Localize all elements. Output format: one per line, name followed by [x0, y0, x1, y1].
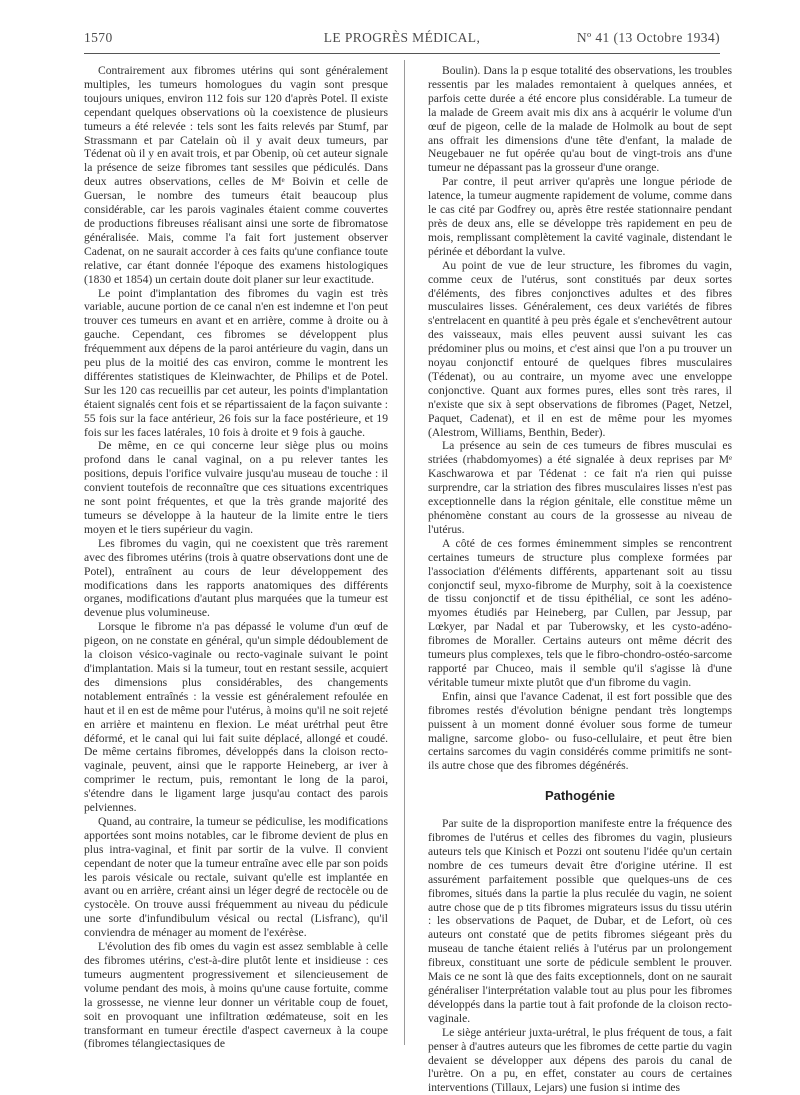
- running-header: [84, 30, 720, 50]
- paragraph: Le point d'implantation des fibromes du vagin est très variable, aucune portion de ce canal n'en est indemne et l'on peut trouver ces tumeurs en avant et en arrière, comme à droite ou à gauche. Cependant, ces fibromes se développent plus fréquemment aux dépens de la paroi antérieure du vagin, dans un peu plus de la moitié des cas environ, comme le montrent les différentes statistiques de Kleinwachter, de Philips et de Potel. Sur les 120 cas recueillis par cet auteur, les points d'implantation étaient signalés cent fois et se répartissaient de la façon suivante : 55 fois sur la face antérieur, 26 fois sur la face postérieure, et 19 fois sur les faces latérales, 10 fois à droite et 9 fois à gauche.: [84, 286, 388, 439]
- page-number: 1570: [84, 30, 113, 45]
- paragraph: Quand, au contraire, la tumeur se pédiculise, les modifications apportées sont moins notables, car le fibrome devient de plus en plus intra-vaginal, et finit par sortir de la vulve. Il convient cependant de noter que la tumeur entraîne avec elle par son poids les parois vésicale ou rectale, suivant qu'elle est implantée en avant ou en arrière, créant ainsi un léger degré de rectocèle ou de cystocèle. On trouve aussi fréquemment au niveau du pédicule une sorte d'infundibulum vésical ou rectal (Lisfranc), qu'il conviendra de ménager au moment de l'exérèse.: [84, 814, 388, 940]
- paragraph: Les fibromes du vagin, qui ne coexistent que très rarement avec des fibromes utérins (trois à quatre observations dont une de Potel), entraînent au cours de leur développement des modifications dans les rapports anatomiques des différents organes, modifications d'autant plus marquées que la tumeur est devenue plus volumineuse.: [84, 536, 388, 620]
- issue-info: Nº 41 (13 Octobre 1934): [576, 30, 720, 45]
- right-column: [428, 64, 732, 1095]
- paragraph: Par suite de la disproportion manifeste entre la fréquence des fibromes de l'utérus et celles des fibromes du vagin, plusieurs auteurs tels que Kinisch et Pozzi ont soutenu l'idée qu'un certain nombre de ces tumeurs devait être d'origine utérine. Il est assurément parfaitement possible que quelques-uns de ces fibromes, situés dans la partie la plus reculée du vagin, ne soient autre chose que de p tits fibromes migrateurs issus du tissu utérin : les observations de Paquet, de Dubar, et de Lefort, où ces auteurs ont constaté que de petits fibromes siégeant près du museau de tanche étaient reliés à l'utérus par un prolongement fibreux, constituant une sorte de pédicule semblent le prouver. Mais ce ne sont là que des faits exceptionnels, dont on ne saurait généraliser l'interprétation valable tout au plus pour les fibromes développés dans la partie tout à fait profonde de la cloison recto-vaginale.: [428, 817, 732, 1025]
- paragraph: De même, en ce qui concerne leur siège plus ou moins profond dans le canal vaginal, on a pu relever tantes les positions, depuis l'orifice vulvaire jusqu'au museau de touche : il convient toutefois de reconnaître que ces situations excentriques ne sont point fréquentes, et que la très grande majorité des tumeurs se développe à la hauteur de la limite entre le tiers moyen et le tiers supérieur du vagin.: [84, 439, 388, 536]
- paragraph: L'évolution des fib omes du vagin est assez semblable à celle des fibromes utérins, c'est-à-dire plutôt lente et insidieuse : ces tumeurs augmentent progressivement et silencieusement de volume pendant des mois, à moins qu'une cause fortuite, comme la grossesse, ne vienne leur donner un véritable coup de fouet, soit en provoquant une infiltration œdémateuse, soit en les transformant en tumeur érectile d'aspect caverneux à la coupe (fibromes télangiectasiques de: [84, 940, 388, 1051]
- journal-title: LE PROGRÈS MÉDICAL,: [323, 30, 481, 45]
- paragraph: Le siège antérieur juxta-urétral, le plus fréquent de tous, a fait penser à d'autres auteurs que les fibromes de cette partie du vagin devaient se développer aux dépens des parois du canal de l'urètre. On a pu, en effet, constater au cours de certaines interventions (Tillaux, Lejars) une fusion si intime des: [428, 1025, 732, 1095]
- section-heading: Pathogénie: [544, 788, 616, 804]
- paragraph: Enfin, ainsi que l'avance Cadenat, il est fort possible que des fibromes restés d'évolution bénigne pendant très longtemps puissent à un moment donné évoluer sous forme de tumeur maligne, sarcome globo- ou fuso-cellulaire, et peut être bien certains sarcomes du vagin considérés comme primitifs ne sont-ils autre chose que des fibromes dégénérés.: [428, 689, 732, 773]
- left-column: [84, 64, 388, 1051]
- paragraph: La présence au sein de ces tumeurs de fibres musculai es striées (rhabdomyomes) a été signalée à deux reprises par Mᵉ Kaschwarowa et par Tédenat : ce fait n'a rien qui puisse surprendre, car la striation des fibres musculaires lisses n'est pas exceptionnelle dans la région génitale, elle constitue même un phénomène constant au cours de la grossesse au niveau de l'utérus.: [428, 439, 732, 536]
- paragraph: Par contre, il peut arriver qu'après une longue période de latence, la tumeur augmente rapidement de volume, comme dans le cas cité par Godfrey ou, après être restée stationnaire pendant près de deux ans, elle se développe très rapidement en peu de mois, remplissant complètement la cavité vaginale, distendant le périnée et débordant la vulve.: [428, 175, 732, 258]
- paragraph: Boulin). Dans la p esque totalité des observations, les troubles ressentis par les malades remontaient à quelques années, et parfois cette durée a été encore plus considérable. La tumeur de la malade de Greem avait mis dix ans à acquérir le volume d'un œuf de pigeon, celle de la malade de Holmolk au bout de sept ans offrait les dimensions d'une tête d'enfant, la malade de Neugebauer ne fut opérée qu'au bout de vingt-trois ans d'une tumeur ne dépassant pas la grosseur d'une orange.: [428, 64, 732, 175]
- paragraph: Au point de vue de leur structure, les fibromes du vagin, comme ceux de l'utérus, sont constitués par deux sortes d'éléments, des fibres conjonctives adultes et des fibres musculaires lisses. Généralement, ces deux variétés de fibres s'entrelacent en quantité à peu près égale et s'enchevêtrent autour des vaisseaux, mais elles peuvent aussi suivant les cas prédominer plus ou moins, et c'est ainsi que l'on a pu trouver un noyau conjonctif entouré de quelques fibres musculaires (Tédenat), ou au contraire, un myome avec une enveloppe conjonctive. Quant aux formes pures, elles sont très rares, il n'existe que six à sept observations de fibromes (Paget, Netzel, Paquet, Cadenat), et il en est de même pour les myomes (Alestrom, Williams, Benthin, Beder).: [428, 258, 732, 439]
- paragraph: Lorsque le fibrome n'a pas dépassé le volume d'un œuf de pigeon, on ne constate en général, qu'un simple dédoublement de la cloison vésico-vaginale ou recto-vaginale suivant le point d'implantation. Mais si la tumeur, tout en restant sessile, acquiert des dimensions plus considérables, des changements notablement entraînés : la vessie est généralement refoulée en haut et il en est de même pour l'utérus, à moins qu'il ne soit rejeté en arrière et maintenu en flexion. Le méat urétrhal peut être déformé, et le canal qui lui fait suite déplacé, allongé et coudé. De même certains fibromes, développés dans la cloison recto-vaginale, peuvent, ainsi que le rapporte Heineberg, ar iver à comprimer le rectum, puis, remontant le long de la paroi, s'étendre dans le ligament large jusqu'au contact des parois pelviennes.: [84, 620, 388, 815]
- column-divider: [404, 60, 405, 1045]
- paragraph: Contrairement aux fibromes utérins qui sont généralement multiples, les tumeurs homologues du vagin sont presque toujours uniques, environ 112 fois sur 120 d'après Potel. Il existe cependant quelques observations où la coexistence de plusieurs tumeurs a été relevée : tels sont les faits relevés par Stumf, par Strassmann et par Catelain où il y avait deux tumeurs, par Tédenat où il y en avait trois, et par Obenip, où cet auteur signale la présence de seize fibromes tant sessiles que pédiculés. Dans deux autres observations, celles de Mᵉ Boivin et celle de Guersan, le nombre des tumeurs était beaucoup plus considérable, car les parois vaginales étaient comme couvertes de productions fibreuses réalisant ainsi une sorte de fibromatose généralisée. Mais, comme l'a fait fort justement observer Cadenat, on ne saurait accorder à ces faits qu'une confiance toute relative, car étant donnée l'époque des examens histologiques (1830 et 1854) un certain doute doit planer sur leur exactitude.: [84, 64, 388, 286]
- paragraph: A côté de ces formes éminemment simples se rencontrent certaines tumeurs de structure plus complexe formées par l'association d'éléments différents, appartenant soit au tissu conjonctif seul, myxo-fibrome de Murphy, soit à la coexistence de tissu conjonctif et de tissu épithélial, ce sont les adéno-myomes étudiés par Heineberg, par Cullen, par Jessup, par Lœkyer, par Nadal et par Tuberowsky, et les cysto-adéno-fibromes de Moraller. Certains auteurs ont même décrit des tumeurs plus complexes, tels que le fibro-chondro-ostéo-sarcome rapporté par Chuceo, mais il semble qu'il s'agisse là d'une véritable tumeur mixte plutôt que d'un fibrome du vagin.: [428, 536, 732, 689]
- header-rule: [84, 53, 720, 54]
